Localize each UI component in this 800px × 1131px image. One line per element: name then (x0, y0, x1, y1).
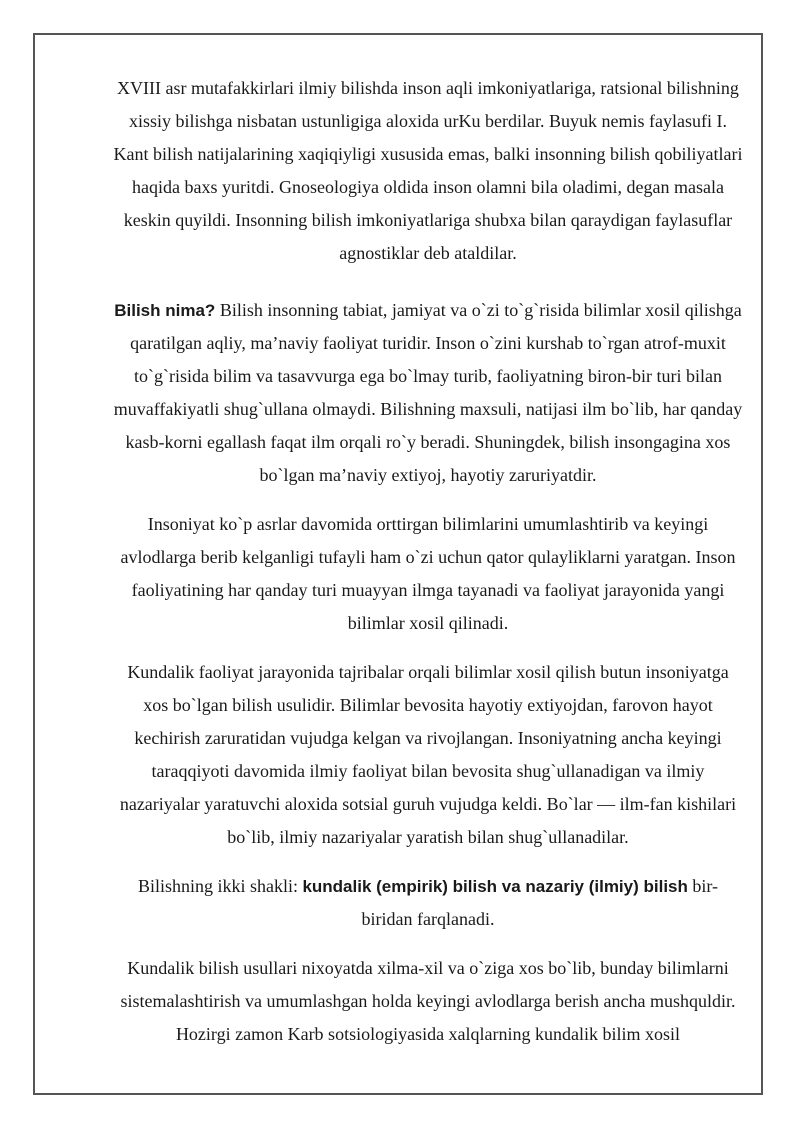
paragraph-6: Kundalik bilish usullari nixoyatda xilma-xil va o`ziga xos bo`lib, bunday bilimlarni sistemalashtirish va umumlashgan holda keyingi avlodlarga berish ancha mushquldir. Hozirgi zamon Karb sotsiologiyasida xalqlarning kundalik bilim xosil (120, 958, 736, 1044)
paragraph-2 (113, 294, 743, 492)
paragraph-1: XVIII asr mutafakkirlari ilmiy bilishda inson aqli imkoniyatlariga, ratsional bilishning xissiy bilishga nisbatan ustunligiga aloxida urKu berdilar. Buyuk nemis faylasufi I. Kant bilish natijalarining xaqiqiyligi xususida emas, balki insonning bilish qobiliyatlari haqida baxs yuritdi. Gnoseologiya oldida inson olamni bila oladimi, degan masala keskin quyildi. Insonning bilish imkoniyatlariga shubxa bilan qaraydigan faylasuflar agnostiklar deb ataldilar. (113, 78, 743, 263)
paragraph-3: Insoniyat ko`p asrlar davomida orttirgan bilimlarini umumlashtirib va keyingi avlodlarga berib kelganligi tufayli ham o`zi uchun qator qulayliklarni yaratgan. Inson faoliyatining har qanday turi muayyan ilmga tayanadi va faoliyat jarayonida yangi bilimlar xosil qilinadi. (120, 514, 736, 633)
paragraph-5 (113, 870, 743, 936)
paragraph-5-emphasis: kundalik (empirik) bilish va nazariy (ilmiy) bilish (302, 877, 688, 896)
paragraph-5-start: Bilishning ikki shakli: (137, 876, 303, 896)
paragraph-4: Kundalik faoliyat jarayonida tajribalar orqali bilimlar xosil qilish butun insoniyatga xos bo`lgan bilish usulidir. Bilimlar bevosita hayotiy extiyojdan, farovon hayot kechirish zaruratidan vujudga kelgan va rivojlangan. Insoniyatning ancha keyingi taraqqiyoti davomida ilmiy faoliyat bilan bevosita shug`ullanadigan va ilmiy nazariyalar yaratuvchi aloxida sotsial guruh vujudga keldi. Bo`lar — ilm-fan kishilari bo`lib, ilmiy nazariyalar yaratish bilan shug`ullanadilar. (119, 662, 737, 847)
paragraph-2-heading: Bilish nima? (114, 301, 216, 320)
paragraph-2-text: Bilish insonning tabiat, jamiyat va o`zi to`g`risida bilimlar xosil qilishga qaratilgan aqliy, ma’naviy faoliyat turidir. Inson o`zini kurshab to`rgan atrof-muxit to`g`risida bilim va tasavvurga ega bo`lmay turib, faoliyatning biron-bir turi bilan muvaffakiyatli shug`ullana olmaydi. Bilishning maxsuli, natijasi ilm bo`lib, har qanday kasb-korni egallash faqat ilm orqali ro`y beradi. Shuningdek, bilish insongagina xos bo`lgan ma’naviy extiyoj, hayotiy zaruriyatdir. (113, 300, 743, 485)
document-body (113, 72, 743, 1067)
paragraph-5-end: bir-biridan farqlanadi. (361, 876, 719, 929)
